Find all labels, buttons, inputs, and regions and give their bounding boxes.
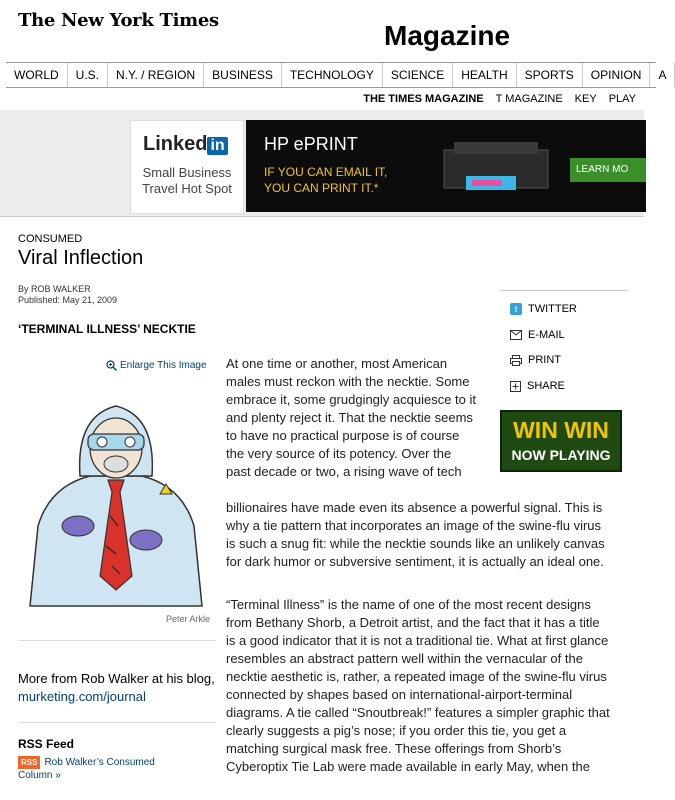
main-nav bbox=[6, 62, 667, 88]
article-subhead: ‘TERMINAL ILLNESS’ NECKTIE bbox=[18, 322, 196, 336]
magazine-subnav bbox=[363, 93, 636, 105]
nav-technology[interactable]: TECHNOLOGY bbox=[282, 63, 383, 87]
nav-business[interactable]: BUSINESS bbox=[204, 63, 282, 87]
nav-science[interactable]: SCIENCE bbox=[383, 63, 453, 87]
print-icon bbox=[510, 355, 522, 366]
magnifier-icon bbox=[106, 360, 117, 371]
section-title[interactable]: Magazine bbox=[384, 20, 511, 51]
subnav-times-magazine[interactable]: THE TIMES MAGAZINE bbox=[363, 93, 484, 105]
share-twitter[interactable]: t TWITTER bbox=[510, 303, 577, 315]
share-tools bbox=[500, 290, 628, 401]
article-byline: By ROB WALKER Published: May 21, 2009 bbox=[18, 284, 118, 305]
nyt-logo[interactable]: The New York Times bbox=[18, 10, 219, 31]
plus-icon bbox=[510, 381, 521, 392]
nav-sports[interactable]: SPORTS bbox=[517, 63, 583, 87]
paragraph-1-bottom: billionaires have made even its absence a powerful signal. This is why a tie pattern that incorporates an image of the swine-flu virus is such a snug fit: while the necktie sounds like an unlikely canvas for dark humor or subversive sentiment, it is actually an ideal one. bbox=[226, 500, 605, 569]
article-headline: Viral Inflection bbox=[18, 247, 144, 269]
nav-opinion[interactable]: OPINION bbox=[583, 63, 651, 87]
linkedin-logo: Linked in bbox=[143, 133, 228, 156]
share-email[interactable]: E-MAIL bbox=[510, 329, 565, 341]
rss-icon: RSS bbox=[18, 756, 40, 769]
email-icon bbox=[510, 330, 522, 340]
enlarge-image-link[interactable]: Enlarge This Image bbox=[106, 360, 207, 371]
sidebar-divider bbox=[18, 640, 216, 641]
linkedin-ad[interactable] bbox=[130, 120, 244, 214]
twitter-icon: t bbox=[510, 303, 522, 315]
nav-us[interactable]: U.S. bbox=[68, 63, 108, 87]
printer-image bbox=[436, 138, 556, 194]
rss-feed-title: RSS Feed bbox=[18, 737, 75, 751]
paragraph-2: “Terminal Illness” is the name of one of the most recent designs from Bethany Shorb, a Detroit artist, and the fact that it has a title is a good indicator that it is not a traditional tie. What at first glance resembles an abstract pattern well within the vernacular of the necktie aesthetic is, rather, a repeated image of the swine-flu virus connected by shapes based on international-airport-terminal diagrams. A tie called “Snoutbreak!” features a simpler graphic that clearly suggests a pig’s nose; if you order this tie, you get a matching surgical mask free. These offerings from Shorb’s Cyberoptix Tie Lab were made available in early May, when the bbox=[226, 597, 610, 774]
nav-world[interactable]: WORLD bbox=[6, 63, 68, 87]
linkedin-ad-text: Small Business Travel Hot Spot bbox=[142, 165, 232, 196]
subnav-play[interactable]: PLAY bbox=[608, 93, 636, 105]
more-from-author: More from Rob Walker at his blog, murketing.com/journal bbox=[18, 671, 215, 704]
hp-eprint-ad[interactable] bbox=[246, 120, 646, 212]
nav-health[interactable]: HEALTH bbox=[453, 63, 516, 87]
hazmat-necktie-illustration[interactable] bbox=[20, 376, 212, 606]
win-win-promo[interactable]: WIN WIN NOW PLAYING bbox=[500, 410, 622, 472]
learn-more-button[interactable]: LEARN MO bbox=[570, 158, 646, 182]
nav-ny-region[interactable]: N.Y. / REGION bbox=[108, 63, 204, 87]
article-kicker[interactable]: CONSUMED bbox=[18, 233, 83, 245]
rss-feed-link[interactable]: RSS Rob Walker’s Consumed Column » bbox=[18, 757, 155, 781]
blog-link[interactable]: murketing.com/journal bbox=[18, 689, 146, 704]
image-credit: Peter Arkle bbox=[166, 614, 211, 624]
subnav-key[interactable]: KEY bbox=[574, 93, 597, 105]
nav-arts[interactable]: A bbox=[650, 63, 675, 87]
share-print[interactable]: PRINT bbox=[510, 354, 561, 366]
hp-ad-text: IF YOU CAN EMAIL IT, YOU CAN PRINT IT.* bbox=[264, 165, 388, 195]
hp-ad-title: HP ePRINT bbox=[264, 134, 358, 154]
paragraph-1-top: At one time or another, most American males must reckon with the necktie. Some embrace it, some grudgingly acquiesce to it and plenty reject it. That the necktie seems to have no practical purpose is of course the very source of its potency. Over the past decade or two, a rising wave of tech bbox=[226, 356, 477, 479]
share-more[interactable]: SHARE bbox=[510, 380, 565, 392]
subnav-t-magazine[interactable]: T MAGAZINE bbox=[495, 93, 563, 105]
sidebar-divider-2 bbox=[18, 722, 216, 723]
